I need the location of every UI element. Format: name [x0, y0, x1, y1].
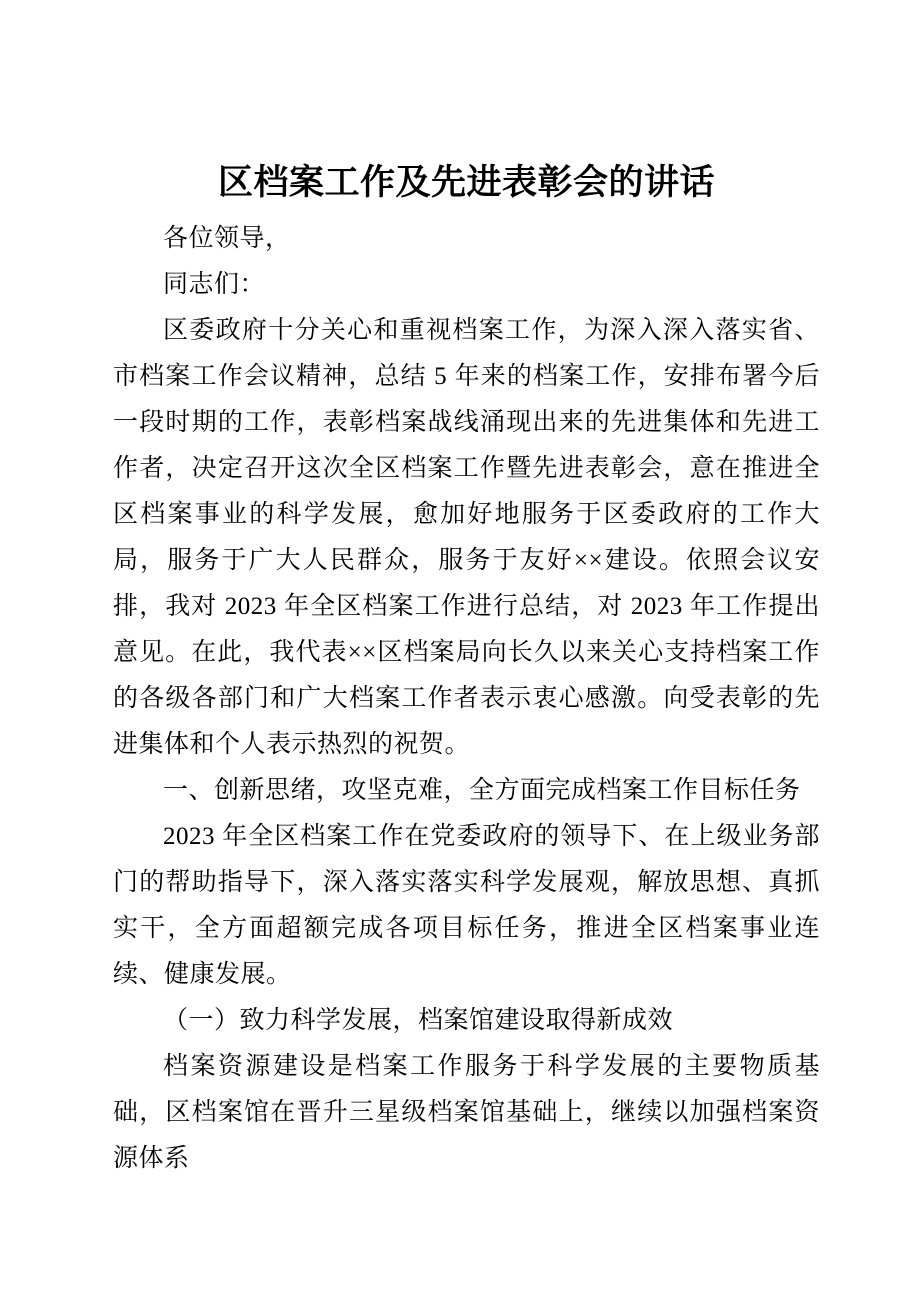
- subsection-1-body: 档案资源建设是档案工作服务于科学发展的主要物质基础，区档案馆在晋升三星级档案馆基础上，继续以加强档案资源体系: [113, 1053, 820, 1172]
- document-title: 区档案工作及先进表彰会的讲话: [217, 163, 715, 202]
- subsection-1-heading: （一）致力科学发展，档案馆建设取得新成效: [163, 1007, 674, 1034]
- paragraph-salutation-comrades: 同志们：: [163, 271, 266, 298]
- paragraph-salutation-leaders: 各位领导，: [163, 225, 291, 252]
- paragraph-intro: 区委政府十分关心和重视档案工作，为深入深入落实省、市档案工作会议精神，总结 5 年来的档案工作，安排布署今后一段时期的工作，表彰档案战线涌现出来的先进集体和先进工作者，决定召开这次全区档案工作暨先进表彰会，意在推进全区档案事业的科学发展，愈加好地服务于区委政府的工作大局，服务于广大人民群众，服务于友好××建设。依照会议安排，我对 2023 年全区档案工作进行总结，对 2023 年工作提出意见。在此，我代表××区档案局向长久以来关心支持档案工作的各级各部门和广大档案工作者表示衷心感激。向受表彰的先进集体和个人表示热烈的祝贺。: [113, 317, 820, 758]
- section-1-heading: 一、创新思绪，攻坚克难，全方面完成档案工作目标任务: [163, 777, 801, 804]
- section-1-body: 2023 年全区档案工作在党委政府的领导下、在上级业务部门的帮助指导下，深入落实落实科学发展观，解放思想、真抓实干，全方面超额完成各项目标任务，推进全区档案事业连续、健康发展。: [113, 823, 820, 988]
